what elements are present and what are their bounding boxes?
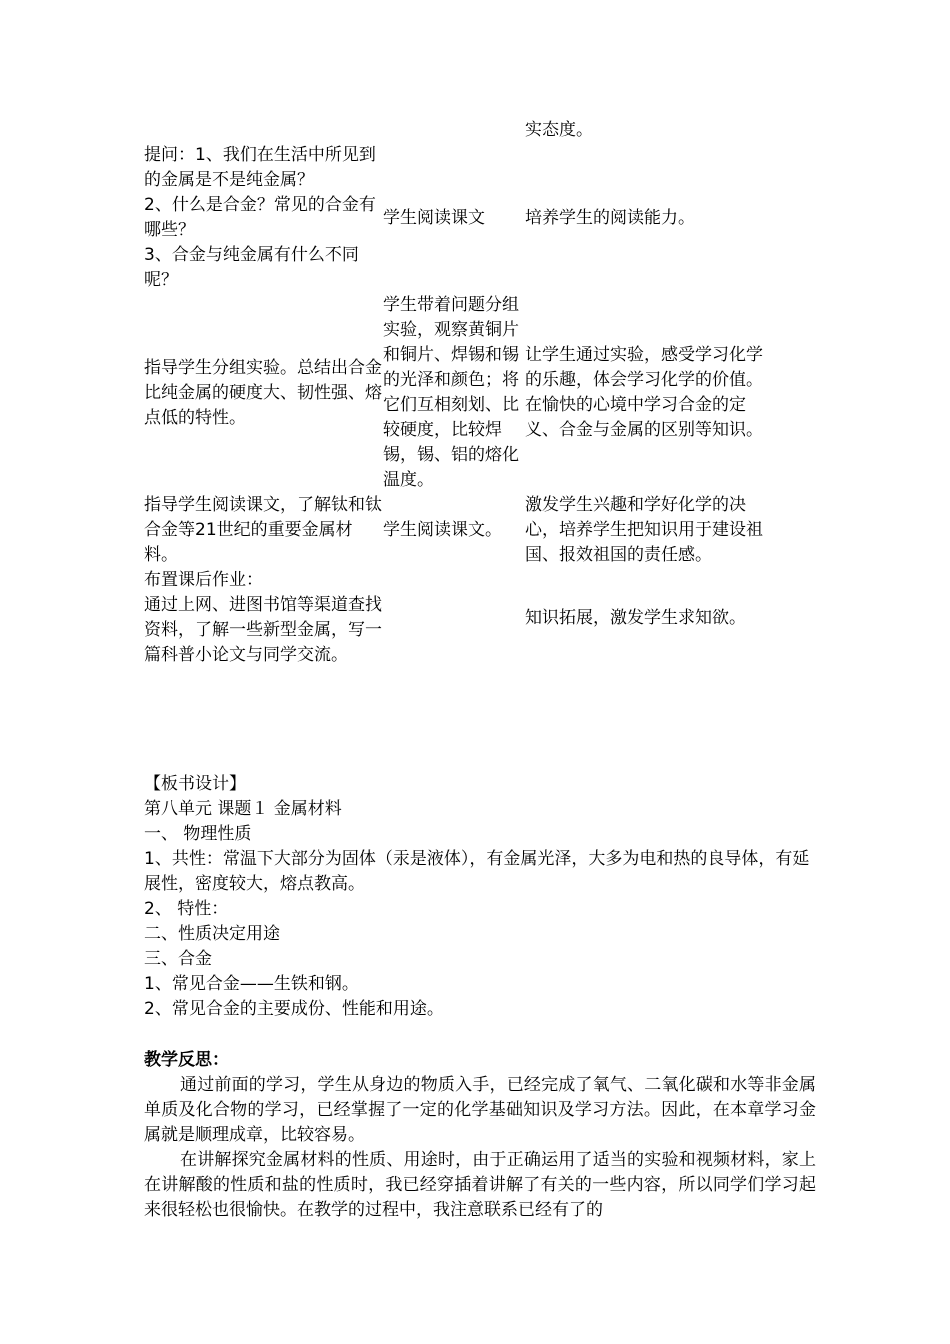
- teacher-activity-cell: 指导学生分组实验。总结出合金比纯金属的硬度大、韧性强、熔点低的特性。: [144, 357, 382, 428]
- board-line: 第八单元 课题１ 金属材料: [144, 799, 342, 819]
- reflection-paragraph: 在讲解探究金属材料的性质、用途时，由于正确运用了适当的实验和视频材料，家上在讲解酸的性质和盐的性质时，我已经穿插着讲解了有关的一些内容，所以同学们学习起来很轻松也很愉快。在教学的过程中，我注意联系已经有了的: [144, 1150, 816, 1220]
- student-activity-cell: [383, 118, 525, 143]
- lesson-plan-table: [144, 118, 764, 668]
- board-line: 三、合金: [144, 949, 212, 969]
- table-row: [144, 118, 764, 143]
- board-line: 一、 物理性质: [144, 824, 252, 844]
- table-row: [144, 568, 764, 668]
- board-line: 2、常见合金的主要成份、性能和用途。: [144, 999, 444, 1019]
- teacher-activity-cell: [144, 118, 383, 143]
- design-purpose-cell: 知识拓展，激发学生求知欲。: [525, 607, 746, 628]
- table-row: [144, 493, 764, 568]
- design-purpose-cell: 让学生通过实验，感受学习化学的乐趣，体会学习化学的价值。在愉快的心境中学习合金的定义、合金与金属的区别等知识。: [525, 345, 763, 440]
- board-line: 2、 特性：: [144, 899, 229, 919]
- reflection-paragraph: 通过前面的学习，学生从身边的物质入手，已经完成了氧气、二氧化碳和水等非金属单质及化合物的学习，已经掌握了一定的化学基础知识及学习方法。因此，在本章学习金属就是顺理成章，比较容易。: [144, 1075, 816, 1145]
- table-row: [144, 293, 764, 493]
- teacher-activity-cell: 布置课后作业： 通过上网、进图书馆等渠道查找资料，了解一些新型金属，写一篇科普小论文与同学交流。: [144, 570, 382, 665]
- section-heading: 教学反思：: [144, 1050, 229, 1070]
- teaching-reflection-section: [144, 1048, 816, 1223]
- student-activity-cell: [383, 568, 525, 668]
- student-activity-cell: 学生阅读课文: [383, 207, 485, 228]
- board-line: 1、常见合金——生铁和钢。: [144, 974, 359, 994]
- teacher-activity-cell: 指导学生阅读课文，了解钛和钛合金等21世纪的重要金属材料。: [144, 495, 382, 565]
- board-line: 1、共性：常温下大部分为固体（汞是液体），有金属光泽，大多为电和热的良导体，有延展性，密度较大，熔点教高。: [144, 849, 810, 894]
- board-line: 二、性质决定用途: [144, 924, 280, 944]
- teacher-activity-cell: 提问：1、我们在生活中所见到的金属是不是纯金属？ 2、什么是合金？常见的合金有哪些？ 3、合金与纯金属有什么不同呢？: [144, 145, 376, 290]
- table-row: [144, 143, 764, 293]
- design-purpose-cell: 激发学生兴趣和学好化学的决心，培养学生把知识用于建设祖国、报效祖国的责任感。: [525, 495, 763, 565]
- section-heading: 【板书设计】: [144, 774, 246, 794]
- student-activity-cell: 学生带着问题分组实验，观察黄铜片和铜片、焊锡和锡的光泽和颜色；将它们互相刻划、比较硬度，比较焊锡，锡、铝的熔化温度。: [383, 295, 519, 490]
- design-purpose-cell: 培养学生的阅读能力。: [525, 207, 695, 228]
- student-activity-cell: 学生阅读课文。: [383, 520, 502, 540]
- blackboard-design-section: [144, 772, 824, 1022]
- design-purpose-cell: 实态度。: [525, 120, 593, 140]
